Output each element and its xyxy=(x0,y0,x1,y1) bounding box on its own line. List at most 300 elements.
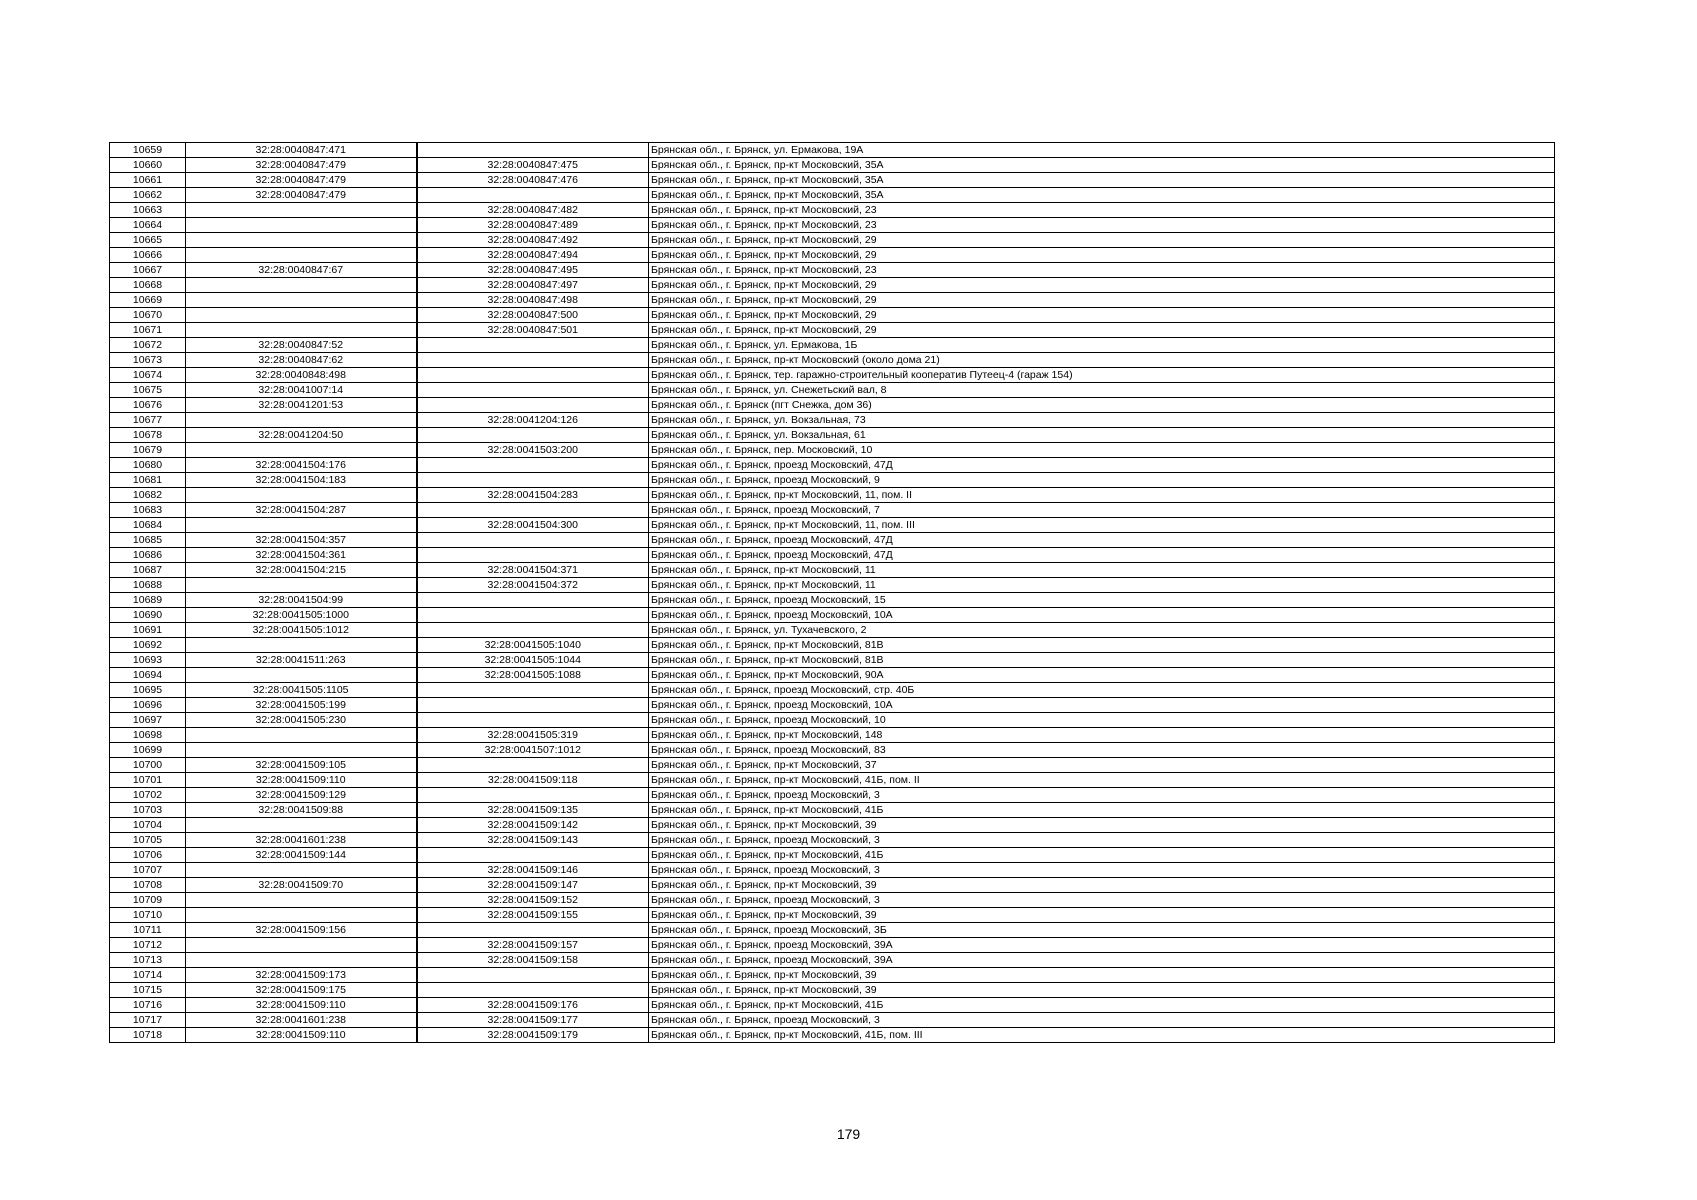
cadastral-number-cell xyxy=(186,443,417,458)
row-number-cell: 10678 xyxy=(110,428,186,443)
table-row xyxy=(110,788,1555,803)
cadastral-number-cell xyxy=(186,863,417,878)
related-cadastral-number-cell: 32:28:0041204:126 xyxy=(417,413,649,428)
row-number-cell: 10672 xyxy=(110,338,186,353)
address-cell: Брянская обл., г. Брянск, пр-кт Московский, 11 xyxy=(649,563,1555,578)
table-row xyxy=(110,758,1555,773)
row-number-cell: 10681 xyxy=(110,473,186,488)
table-row xyxy=(110,383,1555,398)
address-cell: Брянская обл., г. Брянск, пр-кт Московский, 29 xyxy=(649,278,1555,293)
address-cell: Брянская обл., г. Брянск, проезд Московский, 7 xyxy=(649,503,1555,518)
table-row xyxy=(110,743,1555,758)
table-row xyxy=(110,878,1555,893)
cadastral-number-cell: 32:28:0041504:183 xyxy=(186,473,417,488)
table-row xyxy=(110,1028,1555,1043)
registry-table-body xyxy=(110,143,1555,1043)
table-row xyxy=(110,563,1555,578)
row-number-cell: 10716 xyxy=(110,998,186,1013)
address-cell: Брянская обл., г. Брянск, проезд Московский, 15 xyxy=(649,593,1555,608)
row-number-cell: 10676 xyxy=(110,398,186,413)
address-cell: Брянская обл., г. Брянск, пр-кт Московский, 11 xyxy=(649,578,1555,593)
row-number-cell: 10706 xyxy=(110,848,186,863)
address-cell: Брянская обл., г. Брянск, пр-кт Московский, 81В xyxy=(649,638,1555,653)
related-cadastral-number-cell xyxy=(417,593,649,608)
row-number-cell: 10710 xyxy=(110,908,186,923)
cadastral-number-cell: 32:28:0041505:1012 xyxy=(186,623,417,638)
table-row xyxy=(110,173,1555,188)
related-cadastral-number-cell: 32:28:0041509:177 xyxy=(417,1013,649,1028)
table-row xyxy=(110,218,1555,233)
table-row xyxy=(110,413,1555,428)
row-number-cell: 10663 xyxy=(110,203,186,218)
cadastral-number-cell: 32:28:0041509:156 xyxy=(186,923,417,938)
row-number-cell: 10689 xyxy=(110,593,186,608)
table-row xyxy=(110,668,1555,683)
related-cadastral-number-cell xyxy=(417,758,649,773)
related-cadastral-number-cell xyxy=(417,428,649,443)
table-row xyxy=(110,248,1555,263)
cadastral-number-cell: 32:28:0041204:50 xyxy=(186,428,417,443)
table-row xyxy=(110,188,1555,203)
related-cadastral-number-cell: 32:28:0040847:498 xyxy=(417,293,649,308)
table-row xyxy=(110,353,1555,368)
address-cell: Брянская обл., г. Брянск, проезд Московский, 10А xyxy=(649,698,1555,713)
cadastral-number-cell xyxy=(186,293,417,308)
related-cadastral-number-cell xyxy=(417,188,649,203)
row-number-cell: 10699 xyxy=(110,743,186,758)
table-row xyxy=(110,863,1555,878)
address-cell: Брянская обл., г. Брянск, ул. Ермакова, 19А xyxy=(649,143,1555,158)
cadastral-number-cell: 32:28:0040847:471 xyxy=(186,143,417,158)
cadastral-number-cell: 32:28:0041509:173 xyxy=(186,968,417,983)
row-number-cell: 10707 xyxy=(110,863,186,878)
address-cell: Брянская обл., г. Брянск, проезд Московский, 47Д xyxy=(649,548,1555,563)
table-row xyxy=(110,773,1555,788)
related-cadastral-number-cell: 32:28:0041504:283 xyxy=(417,488,649,503)
row-number-cell: 10661 xyxy=(110,173,186,188)
related-cadastral-number-cell: 32:28:0041505:1088 xyxy=(417,668,649,683)
related-cadastral-number-cell: 32:28:0041509:118 xyxy=(417,773,649,788)
address-cell: Брянская обл., г. Брянск, ул. Вокзальная, 73 xyxy=(649,413,1555,428)
related-cadastral-number-cell: 32:28:0041505:1040 xyxy=(417,638,649,653)
table-row xyxy=(110,458,1555,473)
related-cadastral-number-cell xyxy=(417,788,649,803)
table-row xyxy=(110,263,1555,278)
row-number-cell: 10705 xyxy=(110,833,186,848)
address-cell: Брянская обл., г. Брянск, пр-кт Московский, 39 xyxy=(649,983,1555,998)
table-row xyxy=(110,968,1555,983)
cadastral-number-cell xyxy=(186,323,417,338)
related-cadastral-number-cell: 32:28:0040847:475 xyxy=(417,158,649,173)
table-row xyxy=(110,428,1555,443)
cadastral-number-cell: 32:28:0041511:263 xyxy=(186,653,417,668)
address-cell: Брянская обл., г. Брянск, пр-кт Московский, 11, пом. II xyxy=(649,488,1555,503)
table-row xyxy=(110,638,1555,653)
row-number-cell: 10713 xyxy=(110,953,186,968)
row-number-cell: 10662 xyxy=(110,188,186,203)
related-cadastral-number-cell: 32:28:0041509:152 xyxy=(417,893,649,908)
table-row xyxy=(110,728,1555,743)
address-cell: Брянская обл., г. Брянск, пр-кт Московский, 41Б, пом. II xyxy=(649,773,1555,788)
row-number-cell: 10712 xyxy=(110,938,186,953)
cadastral-number-cell: 32:28:0041504:215 xyxy=(186,563,417,578)
row-number-cell: 10692 xyxy=(110,638,186,653)
related-cadastral-number-cell: 32:28:0041509:158 xyxy=(417,953,649,968)
address-cell: Брянская обл., г. Брянск, пр-кт Московский (около дома 21) xyxy=(649,353,1555,368)
address-cell: Брянская обл., г. Брянск, проезд Московский, 3 xyxy=(649,788,1555,803)
row-number-cell: 10702 xyxy=(110,788,186,803)
row-number-cell: 10687 xyxy=(110,563,186,578)
row-number-cell: 10698 xyxy=(110,728,186,743)
row-number-cell: 10696 xyxy=(110,698,186,713)
row-number-cell: 10683 xyxy=(110,503,186,518)
table-row xyxy=(110,908,1555,923)
table-row xyxy=(110,518,1555,533)
row-number-cell: 10714 xyxy=(110,968,186,983)
cadastral-number-cell: 32:28:0041601:238 xyxy=(186,1013,417,1028)
cadastral-number-cell: 32:28:0041509:144 xyxy=(186,848,417,863)
address-cell: Брянская обл., г. Брянск, пр-кт Московский, 41Б xyxy=(649,998,1555,1013)
cadastral-number-cell: 32:28:0041601:238 xyxy=(186,833,417,848)
cadastral-number-cell xyxy=(186,218,417,233)
cadastral-number-cell xyxy=(186,203,417,218)
table-row xyxy=(110,533,1555,548)
address-cell: Брянская обл., г. Брянск, проезд Московский, 47Д xyxy=(649,533,1555,548)
address-cell: Брянская обл., г. Брянск, тер. гаражно-строительный кооператив Путеец-4 (гараж 154) xyxy=(649,368,1555,383)
address-cell: Брянская обл., г. Брянск, пр-кт Московский, 11, пом. III xyxy=(649,518,1555,533)
related-cadastral-number-cell xyxy=(417,338,649,353)
address-cell: Брянская обл., г. Брянск, пр-кт Московский, 29 xyxy=(649,308,1555,323)
related-cadastral-number-cell xyxy=(417,968,649,983)
table-row xyxy=(110,398,1555,413)
address-cell: Брянская обл., г. Брянск, пр-кт Московский, 37 xyxy=(649,758,1555,773)
table-row xyxy=(110,893,1555,908)
cadastral-number-cell xyxy=(186,818,417,833)
row-number-cell: 10667 xyxy=(110,263,186,278)
related-cadastral-number-cell: 32:28:0040847:489 xyxy=(417,218,649,233)
address-cell: Брянская обл., г. Брянск, проезд Московский, 3 xyxy=(649,1013,1555,1028)
related-cadastral-number-cell: 32:28:0041505:1044 xyxy=(417,653,649,668)
row-number-cell: 10673 xyxy=(110,353,186,368)
cadastral-number-cell: 32:28:0040847:52 xyxy=(186,338,417,353)
table-row xyxy=(110,953,1555,968)
cadastral-number-cell: 32:28:0040847:479 xyxy=(186,173,417,188)
cadastral-number-cell: 32:28:0041504:99 xyxy=(186,593,417,608)
cadastral-number-cell xyxy=(186,953,417,968)
table-row xyxy=(110,713,1555,728)
table-row xyxy=(110,683,1555,698)
registry-table xyxy=(109,142,1555,1043)
row-number-cell: 10684 xyxy=(110,518,186,533)
related-cadastral-number-cell: 32:28:0040847:501 xyxy=(417,323,649,338)
table-row xyxy=(110,578,1555,593)
table-row xyxy=(110,983,1555,998)
table-row xyxy=(110,323,1555,338)
cadastral-number-cell xyxy=(186,308,417,323)
related-cadastral-number-cell xyxy=(417,683,649,698)
table-row xyxy=(110,998,1555,1013)
row-number-cell: 10682 xyxy=(110,488,186,503)
table-row xyxy=(110,278,1555,293)
address-cell: Брянская обл., г. Брянск, пр-кт Московский, 35А xyxy=(649,158,1555,173)
row-number-cell: 10674 xyxy=(110,368,186,383)
related-cadastral-number-cell: 32:28:0041504:372 xyxy=(417,578,649,593)
related-cadastral-number-cell xyxy=(417,608,649,623)
related-cadastral-number-cell xyxy=(417,623,649,638)
cadastral-number-cell: 32:28:0041504:361 xyxy=(186,548,417,563)
row-number-cell: 10679 xyxy=(110,443,186,458)
related-cadastral-number-cell: 32:28:0041509:179 xyxy=(417,1028,649,1043)
cadastral-number-cell xyxy=(186,233,417,248)
cadastral-number-cell: 32:28:0040847:479 xyxy=(186,158,417,173)
table-row xyxy=(110,833,1555,848)
related-cadastral-number-cell xyxy=(417,143,649,158)
row-number-cell: 10717 xyxy=(110,1013,186,1028)
address-cell: Брянская обл., г. Брянск, проезд Московский, 3Б xyxy=(649,923,1555,938)
row-number-cell: 10671 xyxy=(110,323,186,338)
address-cell: Брянская обл., г. Брянск, пр-кт Московский, 35А xyxy=(649,173,1555,188)
related-cadastral-number-cell: 32:28:0041507:1012 xyxy=(417,743,649,758)
cadastral-number-cell: 32:28:0041509:110 xyxy=(186,773,417,788)
related-cadastral-number-cell: 32:28:0041504:371 xyxy=(417,563,649,578)
cadastral-number-cell xyxy=(186,488,417,503)
address-cell: Брянская обл., г. Брянск, пр-кт Московский, 81В xyxy=(649,653,1555,668)
related-cadastral-number-cell xyxy=(417,503,649,518)
row-number-cell: 10668 xyxy=(110,278,186,293)
table-row xyxy=(110,203,1555,218)
row-number-cell: 10693 xyxy=(110,653,186,668)
related-cadastral-number-cell: 32:28:0040847:482 xyxy=(417,203,649,218)
row-number-cell: 10690 xyxy=(110,608,186,623)
address-cell: Брянская обл., г. Брянск, пр-кт Московский, 39 xyxy=(649,818,1555,833)
cadastral-number-cell xyxy=(186,728,417,743)
cadastral-number-cell: 32:28:0041007:14 xyxy=(186,383,417,398)
address-cell: Брянская обл., г. Брянск, пр-кт Московский, 148 xyxy=(649,728,1555,743)
row-number-cell: 10718 xyxy=(110,1028,186,1043)
row-number-cell: 10704 xyxy=(110,818,186,833)
row-number-cell: 10677 xyxy=(110,413,186,428)
row-number-cell: 10669 xyxy=(110,293,186,308)
cadastral-number-cell: 32:28:0041509:105 xyxy=(186,758,417,773)
table-row xyxy=(110,158,1555,173)
related-cadastral-number-cell: 32:28:0041509:143 xyxy=(417,833,649,848)
related-cadastral-number-cell: 32:28:0041509:155 xyxy=(417,908,649,923)
row-number-cell: 10709 xyxy=(110,893,186,908)
cadastral-number-cell: 32:28:0041509:70 xyxy=(186,878,417,893)
row-number-cell: 10659 xyxy=(110,143,186,158)
cadastral-number-cell xyxy=(186,518,417,533)
table-row xyxy=(110,923,1555,938)
table-row xyxy=(110,308,1555,323)
cadastral-number-cell xyxy=(186,668,417,683)
address-cell: Брянская обл., г. Брянск, пр-кт Московский, 29 xyxy=(649,248,1555,263)
related-cadastral-number-cell xyxy=(417,848,649,863)
table-row xyxy=(110,473,1555,488)
cadastral-number-cell xyxy=(186,248,417,263)
related-cadastral-number-cell xyxy=(417,398,649,413)
cadastral-number-cell: 32:28:0041504:176 xyxy=(186,458,417,473)
related-cadastral-number-cell: 32:28:0040847:492 xyxy=(417,233,649,248)
table-row xyxy=(110,143,1555,158)
address-cell: Брянская обл., г. Брянск, пр-кт Московский, 41Б xyxy=(649,803,1555,818)
row-number-cell: 10675 xyxy=(110,383,186,398)
related-cadastral-number-cell xyxy=(417,473,649,488)
cadastral-number-cell xyxy=(186,638,417,653)
related-cadastral-number-cell: 32:28:0041509:176 xyxy=(417,998,649,1013)
cadastral-number-cell: 32:28:0041505:199 xyxy=(186,698,417,713)
cadastral-number-cell: 32:28:0041509:88 xyxy=(186,803,417,818)
row-number-cell: 10665 xyxy=(110,233,186,248)
address-cell: Брянская обл., г. Брянск, ул. Вокзальная, 61 xyxy=(649,428,1555,443)
cadastral-number-cell: 32:28:0041504:357 xyxy=(186,533,417,548)
address-cell: Брянская обл., г. Брянск, пр-кт Московский, 23 xyxy=(649,263,1555,278)
row-number-cell: 10697 xyxy=(110,713,186,728)
row-number-cell: 10686 xyxy=(110,548,186,563)
cadastral-number-cell: 32:28:0040847:67 xyxy=(186,263,417,278)
related-cadastral-number-cell: 32:28:0041503:200 xyxy=(417,443,649,458)
address-cell: Брянская обл., г. Брянск, проезд Московский, 83 xyxy=(649,743,1555,758)
cadastral-number-cell xyxy=(186,578,417,593)
row-number-cell: 10703 xyxy=(110,803,186,818)
table-row xyxy=(110,608,1555,623)
cadastral-number-cell: 32:28:0041504:287 xyxy=(186,503,417,518)
cadastral-number-cell xyxy=(186,278,417,293)
address-cell: Брянская обл., г. Брянск, ул. Тухачевского, 2 xyxy=(649,623,1555,638)
related-cadastral-number-cell: 32:28:0040847:495 xyxy=(417,263,649,278)
address-cell: Брянская обл., г. Брянск, пр-кт Московский, 23 xyxy=(649,218,1555,233)
address-cell: Брянская обл., г. Брянск, пр-кт Московский, 35А xyxy=(649,188,1555,203)
cadastral-number-cell: 32:28:0040847:62 xyxy=(186,353,417,368)
related-cadastral-number-cell xyxy=(417,368,649,383)
address-cell: Брянская обл., г. Брянск, пр-кт Московский, 39 xyxy=(649,878,1555,893)
table-row xyxy=(110,368,1555,383)
address-cell: Брянская обл., г. Брянск, пр-кт Московский, 39 xyxy=(649,908,1555,923)
row-number-cell: 10666 xyxy=(110,248,186,263)
row-number-cell: 10694 xyxy=(110,668,186,683)
table-row xyxy=(110,503,1555,518)
table-row xyxy=(110,548,1555,563)
table-row xyxy=(110,593,1555,608)
row-number-cell: 10660 xyxy=(110,158,186,173)
table-row xyxy=(110,233,1555,248)
row-number-cell: 10711 xyxy=(110,923,186,938)
page-number: 179 xyxy=(836,1126,861,1142)
related-cadastral-number-cell xyxy=(417,713,649,728)
related-cadastral-number-cell: 32:28:0041505:319 xyxy=(417,728,649,743)
related-cadastral-number-cell xyxy=(417,383,649,398)
related-cadastral-number-cell xyxy=(417,923,649,938)
related-cadastral-number-cell xyxy=(417,533,649,548)
address-cell: Брянская обл., г. Брянск, проезд Московский, 39А xyxy=(649,938,1555,953)
table-row xyxy=(110,653,1555,668)
table-row xyxy=(110,443,1555,458)
address-cell: Брянская обл., г. Брянск, пр-кт Московский, 90А xyxy=(649,668,1555,683)
cadastral-number-cell: 32:28:0041509:110 xyxy=(186,1028,417,1043)
table-row xyxy=(110,1013,1555,1028)
related-cadastral-number-cell: 32:28:0041509:157 xyxy=(417,938,649,953)
related-cadastral-number-cell: 32:28:0041509:146 xyxy=(417,863,649,878)
table-row xyxy=(110,698,1555,713)
related-cadastral-number-cell xyxy=(417,353,649,368)
address-cell: Брянская обл., г. Брянск, пр-кт Московский, 29 xyxy=(649,323,1555,338)
address-cell: Брянская обл., г. Брянск, проезд Московский, 9 xyxy=(649,473,1555,488)
cadastral-number-cell: 32:28:0041509:129 xyxy=(186,788,417,803)
cadastral-number-cell xyxy=(186,893,417,908)
table-row xyxy=(110,803,1555,818)
row-number-cell: 10691 xyxy=(110,623,186,638)
address-cell: Брянская обл., г. Брянск, ул. Снежетьский вал, 8 xyxy=(649,383,1555,398)
cadastral-number-cell xyxy=(186,743,417,758)
row-number-cell: 10670 xyxy=(110,308,186,323)
address-cell: Брянская обл., г. Брянск, пр-кт Московский, 29 xyxy=(649,293,1555,308)
related-cadastral-number-cell xyxy=(417,983,649,998)
related-cadastral-number-cell xyxy=(417,458,649,473)
row-number-cell: 10664 xyxy=(110,218,186,233)
address-cell: Брянская обл., г. Брянск, проезд Московский, 10А xyxy=(649,608,1555,623)
table-row xyxy=(110,488,1555,503)
table-row xyxy=(110,818,1555,833)
related-cadastral-number-cell: 32:28:0040847:500 xyxy=(417,308,649,323)
address-cell: Брянская обл., г. Брянск, проезд Московский, стр. 40Б xyxy=(649,683,1555,698)
related-cadastral-number-cell xyxy=(417,698,649,713)
address-cell: Брянская обл., г. Брянск, проезд Московский, 39А xyxy=(649,953,1555,968)
address-cell: Брянская обл., г. Брянск (пгт Снежка, дом 36) xyxy=(649,398,1555,413)
row-number-cell: 10701 xyxy=(110,773,186,788)
cadastral-number-cell: 32:28:0041509:175 xyxy=(186,983,417,998)
table-row xyxy=(110,938,1555,953)
cadastral-number-cell xyxy=(186,908,417,923)
row-number-cell: 10688 xyxy=(110,578,186,593)
address-cell: Брянская обл., г. Брянск, проезд Московский, 3 xyxy=(649,863,1555,878)
row-number-cell: 10715 xyxy=(110,983,186,998)
cadastral-number-cell xyxy=(186,413,417,428)
cadastral-number-cell: 32:28:0041505:1000 xyxy=(186,608,417,623)
address-cell: Брянская обл., г. Брянск, ул. Ермакова, 1Б xyxy=(649,338,1555,353)
address-cell: Брянская обл., г. Брянск, проезд Московский, 47Д xyxy=(649,458,1555,473)
table-row xyxy=(110,623,1555,638)
cadastral-number-cell xyxy=(186,938,417,953)
address-cell: Брянская обл., г. Брянск, пр-кт Московский, 41Б xyxy=(649,848,1555,863)
related-cadastral-number-cell: 32:28:0041504:300 xyxy=(417,518,649,533)
address-cell: Брянская обл., г. Брянск, пр-кт Московский, 39 xyxy=(649,968,1555,983)
related-cadastral-number-cell: 32:28:0040847:497 xyxy=(417,278,649,293)
row-number-cell: 10708 xyxy=(110,878,186,893)
cadastral-number-cell: 32:28:0041509:110 xyxy=(186,998,417,1013)
table-row xyxy=(110,338,1555,353)
address-cell: Брянская обл., г. Брянск, пр-кт Московский, 23 xyxy=(649,203,1555,218)
address-cell: Брянская обл., г. Брянск, пер. Московский, 10 xyxy=(649,443,1555,458)
cadastral-number-cell: 32:28:0040847:479 xyxy=(186,188,417,203)
table-row xyxy=(110,848,1555,863)
address-cell: Брянская обл., г. Брянск, пр-кт Московский, 29 xyxy=(649,233,1555,248)
related-cadastral-number-cell: 32:28:0041509:135 xyxy=(417,803,649,818)
table-row xyxy=(110,293,1555,308)
related-cadastral-number-cell: 32:28:0041509:142 xyxy=(417,818,649,833)
address-cell: Брянская обл., г. Брянск, проезд Московский, 3 xyxy=(649,893,1555,908)
address-cell: Брянская обл., г. Брянск, пр-кт Московский, 41Б, пом. III xyxy=(649,1028,1555,1043)
cadastral-number-cell: 32:28:0041505:230 xyxy=(186,713,417,728)
related-cadastral-number-cell: 32:28:0040847:494 xyxy=(417,248,649,263)
row-number-cell: 10685 xyxy=(110,533,186,548)
address-cell: Брянская обл., г. Брянск, проезд Московский, 10 xyxy=(649,713,1555,728)
cadastral-number-cell: 32:28:0041505:1105 xyxy=(186,683,417,698)
related-cadastral-number-cell: 32:28:0040847:476 xyxy=(417,173,649,188)
row-number-cell: 10700 xyxy=(110,758,186,773)
address-cell: Брянская обл., г. Брянск, проезд Московский, 3 xyxy=(649,833,1555,848)
row-number-cell: 10680 xyxy=(110,458,186,473)
related-cadastral-number-cell: 32:28:0041509:147 xyxy=(417,878,649,893)
cadastral-number-cell: 32:28:0041201:53 xyxy=(186,398,417,413)
